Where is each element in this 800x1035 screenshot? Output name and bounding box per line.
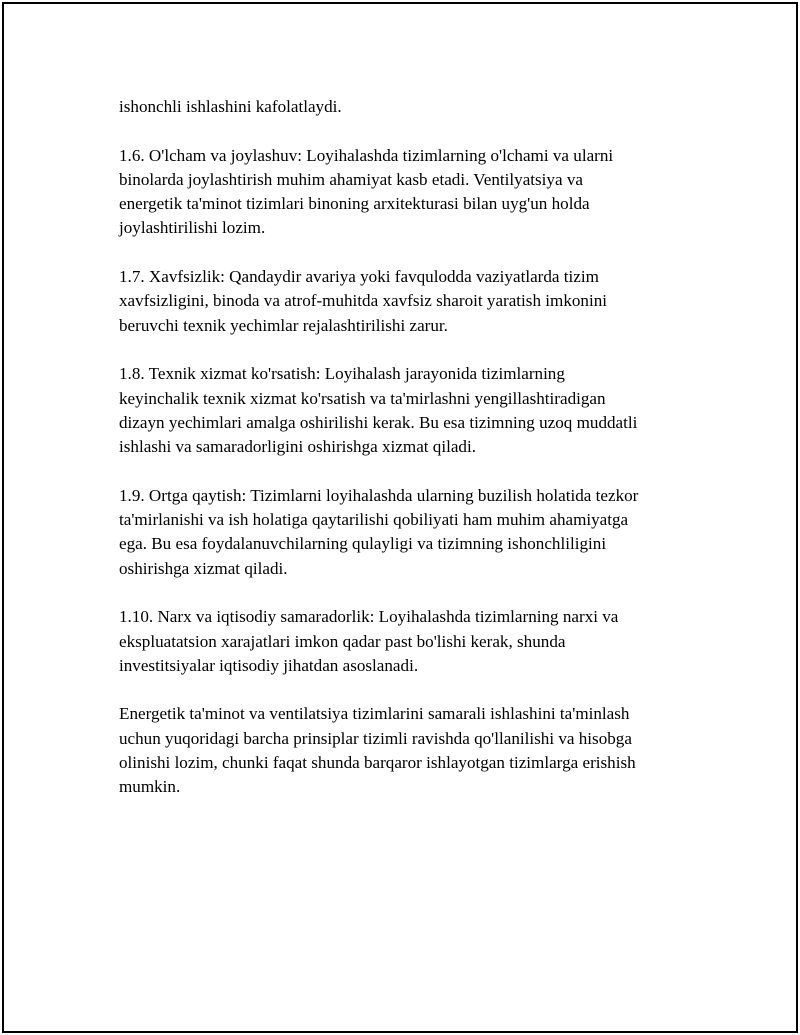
page-frame <box>2 2 798 1033</box>
paragraph-conclusion: Energetik ta'minot va ventilatsiya tizimlarini samarali ishlashini ta'minlash uchun yuqoridagi barcha prinsiplar tizimli ravishda qo'llanilishi va hisobga olinishi lozim, chunki faqat shunda barqaror ishlayotgan tizimlarga erishish mumkin. <box>119 704 636 797</box>
page-body <box>119 95 689 824</box>
paragraph-recovery: 1.9. Ortga qaytish: Tizimlarni loyihalashda ularning buzilish holatida tezkor ta'mirlanishi va ish holatiga qaytarilishi qobiliyati ham muhim ahamiyatga ega. Bu esa foydalanuvchilarning qulayligi va tizimning ishonchliligini oshirishga xizmat qiladi. <box>119 485 639 578</box>
paragraph-safety: 1.7. Xavfsizlik: Qandaydir avariya yoki favqulodda vaziyatlarda tizim xavfsizligini, binoda va atrof-muhitda xavfsiz sharoit yaratish imkonini beruvchi texnik yechimlar rejalashtirilishi zarur. <box>119 267 608 335</box>
paragraph-size-and-placement: 1.6. O'lcham va joylashuv: Loyihalashda tizimlarning o'lchami va ularni binolarda joylashtirish muhim ahamiyat kasb etadi. Ventilyatsiya va energetik ta'minot tizimlari binoning arxitekturasi bilan uyg'un holda joylashtirilishi lozim. <box>119 145 614 238</box>
paragraph-maintenance: 1.8. Texnik xizmat ko'rsatish: Loyihalash jarayonida tizimlarning keyinchalik texnik xizmat ko'rsatish va ta'mirlashni yengillashtiradigan dizayn yechimlari amalga oshirilishi kerak. Bu esa tizimning uzoq muddatli ishlashi va samaradorligini oshirishga xizmat qiladi. <box>119 364 638 457</box>
paragraph-continuation: ishonchli ishlashini kafolatlaydi. <box>119 97 342 116</box>
paragraph-cost-efficiency: 1.10. Narx va iqtisodiy samaradorlik: Loyihalashda tizimlarning narxi va ekspluatatsion xarajatlari imkon qadar past bo'lishi kerak, shunda investitsiyalar iqtisodiy jihatdan asoslanadi. <box>119 607 619 675</box>
